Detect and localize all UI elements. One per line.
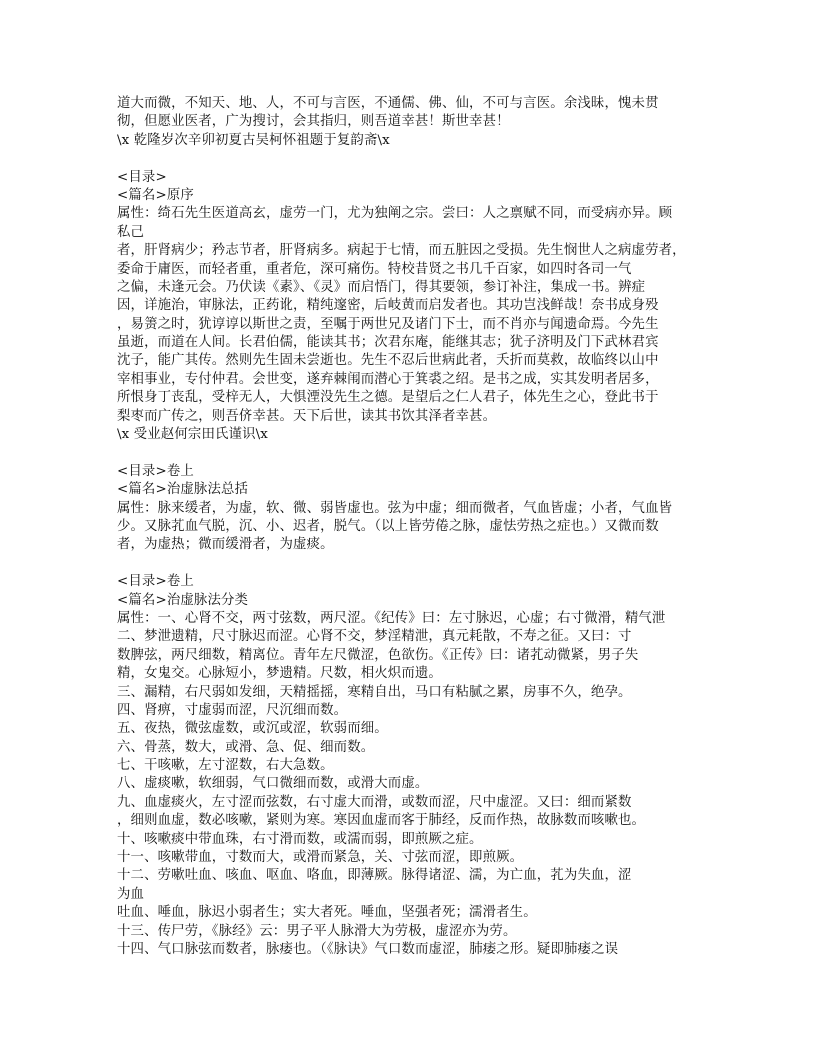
text-line: 之偏，未逢元会。乃伏读《素》、《灵》而启悟门，得其要领，参订补注，集成一书。辨症: [117, 279, 646, 295]
paragraph-gap: [117, 150, 707, 168]
text-line: 虽逝，而道在人间。长君伯儒，能读其书；次君东庵，能继其志；犹子济明及门下武林君宾: [117, 335, 659, 351]
text-line: \x 受业赵何宗田氏谨识\x: [117, 427, 268, 443]
text-line: 精，女鬼交。心脉短小，梦遗精。尺数，相火炽而遗。: [117, 666, 442, 682]
text-line: 所恨身丁丧乱，受梓无人，大惧湮没先生之德。是望后之仁人君子，体先生之心，登此书于: [117, 390, 659, 406]
document-page: [117, 95, 707, 959]
text-line: <目录>卷上: [117, 463, 194, 479]
text-line: <篇名>治虚脉法分类: [117, 592, 249, 608]
text-line: 十二、劳嗽吐血、咳血、呕血、咯血，即薄厥。脉得诸涩、濡，为亡血，芤为失血，涩: [117, 868, 632, 884]
text-line: 三、漏精，右尺弱如发细，天精摇摇，寒精自出，马口有粘腻之累，房事不久，绝孕。: [117, 684, 632, 700]
text-line: 五、夜热，微弦虚数，或沉或涩，软弱而细。: [117, 721, 388, 737]
text-line: 属性：脉来缓者，为虚，软、微、弱皆虚也。弦为中虚；细而微者，气血皆虚；小者，气血皆: [117, 500, 673, 516]
text-line: <篇名>治虚脉法总括: [117, 482, 249, 498]
text-line: <篇名>原序: [117, 187, 194, 203]
text-line: 宰相事业，专付仲君。会世变，遂弃棘闱而潜心于箕裘之绍。是书之成，实其发明者居多，: [117, 371, 659, 387]
paragraph-gap: [117, 555, 707, 573]
text-line: <目录>: [117, 169, 167, 185]
text-line: 九、血虚痰火，左寸涩而弦数，右寸虚大而滑，或数而涩，尺中虚涩。又曰：细而紧数: [117, 794, 632, 810]
text-line: 六、骨蒸，数大，或滑、急、促、细而数。: [117, 739, 375, 755]
text-line: 者，肝肾病少；矜志节者，肝肾病多。病起于七情，而五脏因之受损。先生悯世人之病虚劳者，: [117, 243, 686, 259]
paragraph-gap: [117, 444, 707, 462]
text-line: ，细则血虚，数必咳嗽，紧则为寒。寒因血虚而客于肺经，反而作热，故脉数而咳嗽也。: [117, 813, 646, 829]
text-line: 者，为虚热；微而缓滑者，为虚痰。: [117, 537, 334, 553]
text-line: 属性：绮石先生医道高玄，虚劳一门，尤为独阐之宗。尝曰：人之禀赋不同，而受病亦异。顾: [117, 206, 673, 222]
text-line: 十四、气口脉弦而数者，脉痿也。（《脉诀》气口数而虚涩，肺痿之形。疑即肺痿之误: [117, 941, 619, 957]
text-line: 十三、传尸劳，《脉经》云：男子平人脉滑大为劳极，虚涩亦为劳。: [117, 923, 517, 939]
text-line: 为血: [117, 886, 145, 902]
text-line: ，易箦之时，犹谆谆以斯世之责，至嘱于两世兄及诸门下士，而不肖亦与闻遗命焉。今先生: [117, 316, 659, 332]
text-line: \x 乾隆岁次辛卯初夏古吴柯怀祖题于复韵斋\x: [117, 132, 390, 148]
text-line: 属性：一、心肾不交，两寸弦数，两尺涩。《纪传》曰：左寸脉迟，心虚；右寸微滑，精气泄: [117, 610, 666, 626]
text-line: 吐血、唾血，脉迟小弱者生；实大者死。唾血，坚强者死；濡滑者生。: [117, 905, 537, 921]
text-line: 彻，但愿业医者，广为搜讨，会其指归，则吾道幸甚！斯世幸甚！: [117, 114, 510, 130]
text-line: 沈子，能广其传。然则先生固未尝逝也。先生不忍后世病此者，夭折而莫救，故临终以山中: [117, 353, 659, 369]
text-line: 数脾弦，两尺细数，精离位。青年左尺微涩，色欲伤。《正传》曰：诸芤动微紧，男子失: [117, 647, 639, 663]
text-line: 二、梦泄遗精，尺寸脉迟而涩。心肾不交，梦淫精泄，真元耗散，不寿之征。又曰：寸: [117, 629, 632, 645]
text-line: <目录>卷上: [117, 574, 194, 590]
text-line: 梨枣而广传之，则吾侪幸甚。天下后世，读其书饮其泽者幸甚。: [117, 408, 497, 424]
text-line: 八、虚痰嗽，软细弱，气口微细而数，或滑大而虚。: [117, 776, 429, 792]
text-line: 因，详施治，审脉法，正药讹，精纯邃密，后岐黄而启发者也。其功岂浅鲜哉！奈书成身殁: [117, 298, 659, 314]
text-line: 十、咳嗽痰中带血珠，右寸滑而数，或濡而弱，即煎厥之症。: [117, 831, 483, 847]
text-line: 道大而微，不知天、地、人，不可与言医，不通儒、佛、仙，不可与言医。余浅昧，愧未贯: [117, 96, 659, 111]
text-line: 私己: [117, 224, 145, 240]
text-line: 十一、咳嗽带血，寸数而大，或滑而紧急，关、寸弦而涩，即煎厥。: [117, 850, 524, 866]
text-line: 四、肾痹，寸虚弱而涩，尺沉细而数。: [117, 702, 348, 718]
text-line: 少。又脉芤血气脱，沉、小、迟者，脱气。（以上皆劳倦之脉，虚怯劳热之症也。）又微而数: [117, 518, 659, 534]
text-line: 七、干咳嗽，左寸涩数，右大急数。: [117, 758, 334, 774]
text-line: 委命于庸医，而轻者重，重者危，深可痛伤。特校昔贤之书几千百家，如四时各司一气: [117, 261, 632, 277]
